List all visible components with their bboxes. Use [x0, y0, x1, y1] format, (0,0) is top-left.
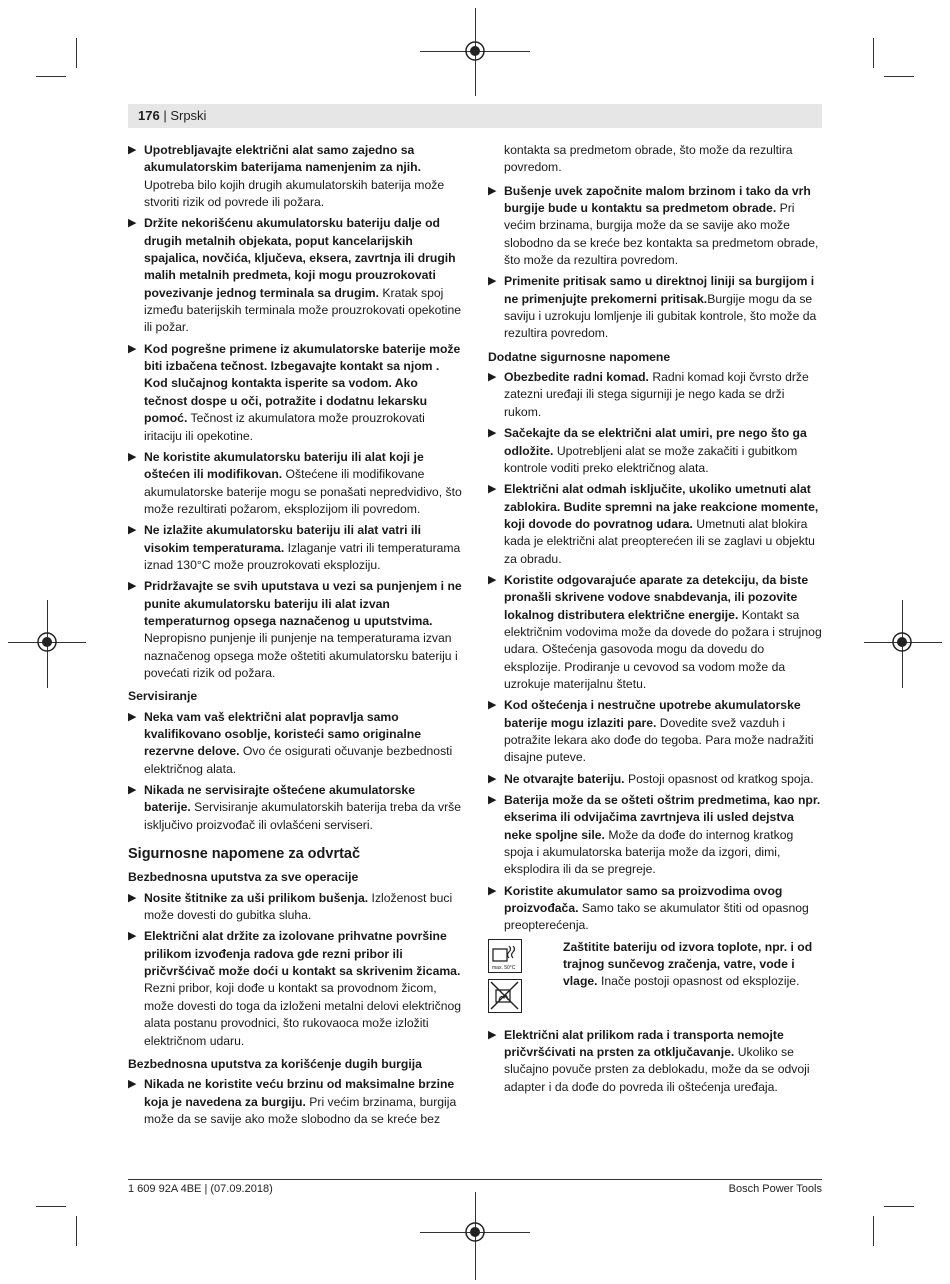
bullet-bold-text: Koristite odgovarajuće aparate za detekciju, da biste pronašli skrivene vodove snabdevanja, ili pozovite lokalnog distributera električne energije. — [504, 572, 809, 622]
bullet-arrow-icon: ▶ — [488, 275, 497, 288]
bullet-arrow-icon: ▶ — [128, 784, 137, 797]
bullet-text: Može da dođe do internog kratkog spoja i akumulatorska baterija može da izgori, dimi, eksplodira ili da se pregreje. — [504, 827, 794, 877]
bullet-bold-text: Baterija može da se ošteti oštrim predmetima, kao npr. ekserima ili odvijačima zavrtnjeva ili usled dejstva neke spoljne sile. — [504, 793, 821, 842]
bullet-text: Umetnuti alat blokira kada je električni alat preopterećen ili se zaglavi u objektu za obradu. — [504, 516, 815, 566]
section-subheading: Servisiranje — [128, 689, 198, 704]
footer-left: 1 609 92A 4BE | (07.09.2018) — [128, 1183, 273, 1195]
bullet-arrow-icon: ▶ — [488, 483, 497, 496]
bullet-item — [488, 1027, 824, 1096]
bullet-item — [128, 928, 464, 1049]
bullet-arrow-icon: ▶ — [128, 1078, 137, 1091]
bullet-text: Dovedite svež vazduh i potražite lekara ako dođe do tegoba. Para može nadražiti disajne puteve. — [504, 715, 814, 765]
bullet-arrow-icon: ▶ — [488, 699, 497, 712]
bullet-arrow-icon: ▶ — [128, 144, 137, 156]
battery-warning-text — [563, 939, 824, 991]
crop-mark — [873, 1216, 874, 1246]
bullet-arrow-icon: ▶ — [128, 524, 137, 537]
bullet-item — [128, 709, 464, 778]
bullet-arrow-icon: ▶ — [488, 573, 497, 586]
bullet-text: Nepropisno punjenje ili punjenje na temperaturama izvan naznačenog opsega može oštetiti akumulatorsku bateriju i povećati rizik od požara. — [144, 631, 458, 680]
bullet-text: Izloženost buci može dovesti do gubitka sluha. — [144, 890, 453, 923]
bullet-text: Burgije mogu da se saviju i uzrokuju lomljenje ili gubitak kontrole, što može da rezultira povredom. — [504, 291, 817, 341]
bullet-bold-text: Neka vam vaš električni alat popravlja samo kvalifikovano osoblje, koristeći samo originalne rezervne delove. — [144, 709, 422, 759]
bullet-item — [488, 883, 824, 935]
battery-heat-icon — [488, 939, 522, 973]
section-subheading: Bezbednosna uputstva za sve operacije — [128, 870, 359, 885]
bullet-bold-text: Kod oštećenja i nestručne upotrebe akumulatorske baterije mogu izlaziti pare. — [504, 698, 801, 730]
bullet-bold-text: Upotrebljavajte električni alat samo zajedno sa akumulatorskim baterijama namenjenim za njih. — [144, 143, 422, 175]
bullet-text: Oštećene ili modifikovane akumulatorske baterije mogu se ponašati nepredvidivo, što može rezultirati požarom, eksplozijom ili povredom. — [144, 467, 462, 516]
header-separator: | — [159, 108, 171, 123]
bullet-bold-text: Koristite akumulator samo sa proizvodima ovog proizvođača. — [504, 883, 783, 916]
crop-mark — [36, 1206, 66, 1207]
bullet-bold-text: Nikada ne koristite veću brzinu od maksimalne brzine koja je navedena za burgiju. — [144, 1077, 455, 1109]
bullet-arrow-icon: ▶ — [488, 371, 497, 384]
bullet-bold-text: Električni alat prilikom rada i transporta nemojte pričvršćivati na prsten za otključavanje. — [504, 1027, 784, 1060]
bullet-item — [128, 578, 464, 682]
bullet-item — [128, 890, 464, 925]
bullet-item — [488, 697, 824, 766]
header-language: Srpski — [170, 108, 207, 123]
bullet-bold-text: Obezbedite radni komad. — [504, 370, 649, 385]
section-subheading: Bezbednosna uputstva za korišćenje dugih burgija — [128, 1056, 422, 1071]
no-fire-water-icon — [488, 979, 522, 1013]
bullet-item — [128, 142, 464, 211]
bullet-item — [488, 425, 824, 477]
footer-right: Bosch Power Tools — [728, 1183, 822, 1195]
bullet-text: Tečnost iz akumulatora može prouzrokovati iritaciju ili opekotine. — [144, 411, 425, 443]
bullet-item — [128, 1076, 464, 1128]
bullet-bold-text: Ne izlažite akumulatorsku bateriju ili alat vatri ili visokim temperaturama. — [144, 523, 422, 555]
bullet-text: Servisiranje akumulatorskih baterija treba da vrše isključivo proizvođač ili ovlašćeni serviseri. — [144, 800, 462, 832]
bullet-arrow-icon: ▶ — [128, 710, 137, 723]
bullet-text: Kontakt sa električnim vodovima može da dovede do požara i strujnog udara. Oštećenja gasovoda mogu da dovedu do eksplozije. Prodiranje u cevovod sa vodom može da uzrokuje materijalnu štetu. — [504, 607, 822, 691]
registration-target-icon — [464, 40, 486, 62]
bullet-arrow-icon: ▶ — [128, 930, 137, 943]
bullet-item — [488, 572, 824, 693]
crop-mark — [884, 1206, 914, 1207]
crop-mark — [36, 76, 66, 77]
bullet-text: Pri većim brzinama, burgija može da se savije ako može slobodno da se kreće bez — [144, 1094, 457, 1126]
bullet-bold-text: Pridržavajte se svih uputstava u vezi sa punjenjem i ne punite akumulatorsku bateriju ili alat izvan temperaturnog opsega naznačenog u uputstvima. — [144, 579, 462, 628]
bullet-item — [128, 449, 464, 518]
registration-target-icon — [891, 631, 913, 653]
battery-warning-bold: Zaštitite bateriju od izvora toplote, npr. i od trajnog sunčevog zračenja, vatre, vode i vlage. — [563, 939, 813, 989]
bullet-arrow-icon: ▶ — [488, 427, 497, 440]
bullet-text: Samo tako se akumulator štiti od opasnog preopterećenja. — [504, 901, 809, 933]
section-subheading: Dodatne sigurnosne napomene — [488, 349, 671, 364]
bullet-bold-text: Nosite štitnike za uši prilikom bušenja. — [144, 890, 369, 905]
bullet-text: Pri većim brzinama, burgija može da se savije ako može slobodno da se kreće bez kontakta sa predmetom obrade, što može da rezultira povredom. — [504, 201, 819, 268]
bullet-arrow-icon: ▶ — [128, 450, 137, 463]
bullet-bold-text: Električni alat držite za izolovane prihvatne površine prilikom izvođenja radova gde rezni pribor ili pričvršćivač može doći u kontakt sa skrivenim žicama. — [144, 929, 461, 979]
battery-heat-warning — [488, 939, 824, 1023]
crop-mark — [76, 38, 77, 68]
bullet-bold-text: Ne koristite akumulatorsku bateriju ili alat koji je oštećen ili modifikovan. — [144, 449, 424, 482]
section-heading: Sigurnosne napomene za odvrtač — [128, 846, 361, 863]
crop-mark — [76, 1216, 77, 1246]
bullet-arrow-icon: ▶ — [128, 342, 137, 355]
bullet-bold-text: Bušenje uvek započnite malom brzinom i tako da vrh burgije bude u kontaktu sa predmetom obrade. — [504, 183, 811, 216]
bullet-arrow-icon: ▶ — [488, 794, 497, 807]
bullet-item — [128, 522, 464, 574]
registration-target-icon — [464, 1221, 486, 1243]
bullet-text: Postoji opasnost od kratkog spoja. — [624, 771, 814, 786]
continued-paragraph: kontakta sa predmetom obrade, što može da rezultira povredom. — [504, 143, 793, 175]
crop-mark — [873, 38, 874, 68]
bullet-item — [488, 481, 824, 568]
bullet-arrow-icon: ▶ — [128, 580, 137, 593]
right-column — [488, 142, 824, 1100]
bullet-item — [488, 792, 824, 879]
left-column — [128, 142, 464, 1132]
bullet-bold-text: Držite nekorišćenu akumulatorsku bateriju dalje od drugih metalnih objekata, poput kancelarijskih spajalica, novčića, ključeva, eksera, zavrtnja ili drugih malih metalnih predmeta, koji mogu prouzrokovati povezivanje jednog terminala sa drugim. — [144, 216, 456, 300]
bullet-bold-text: Električni alat odmah isključite, ukoliko umetnuti alat zablokira. Budite spremni na jake reakcione momente, koji dovode do povratnog udara. — [504, 482, 819, 531]
bullet-text: Kratak spoj između baterijskih terminala može prouzrokovati opekotine ili požar. — [144, 285, 462, 335]
registration-target-icon — [36, 631, 58, 653]
bullet-arrow-icon: ▶ — [488, 884, 497, 897]
max-temperature-label: max. 50°C — [492, 964, 516, 971]
bullet-item — [488, 183, 824, 270]
bullet-bold-text: Nikada ne servisirajte oštećene akumulatorske baterije. — [144, 783, 415, 815]
bullet-text: Upotreba bilo kojih drugih akumulatorskih baterija može stvoriti rizik od povrede ili požara. — [144, 177, 445, 210]
crop-mark — [884, 76, 914, 77]
bullet-item — [488, 273, 824, 342]
bullet-text: Izlaganje vatri ili temperaturama iznad 130°C može prouzrokovati eksploziju. — [144, 540, 461, 572]
page-number: 176 — [138, 108, 160, 123]
page-header — [128, 104, 822, 128]
bullet-text: Upotrebljeni alat se može zakačiti i gubitkom kontrole voditi preko električnog alata. — [504, 443, 798, 475]
bullet-arrow-icon: ▶ — [488, 184, 497, 197]
header-text — [138, 108, 206, 123]
bullet-item — [128, 341, 464, 445]
bullet-arrow-icon: ▶ — [488, 772, 497, 785]
battery-warning-rest: Inače postoji opasnost od eksplozije. — [597, 974, 800, 989]
bullet-text: Radni komad koji čvrsto drže zatezni uređaji ili stega sigurniji je nego kada se drži rukom. — [504, 370, 809, 419]
bullet-arrow-icon: ▶ — [128, 891, 137, 904]
bullet-item — [128, 215, 464, 336]
bullet-arrow-icon: ▶ — [488, 1028, 497, 1041]
bullet-item — [488, 771, 824, 788]
bullet-text: Ovo će osigurati očuvanje bezbednosti električnog alata. — [144, 744, 453, 776]
bullet-text: Rezni pribor, koji dođe u kontakt sa provodnom žicom, može dovesti do toga da izloženi metalni delovi električnog alata postanu provodnici, što rukovaoca može izložiti električnom udaru. — [144, 981, 462, 1048]
bullet-bold-text: Sačekajte da se električni alat umiri, pre nego što ga odložite. — [504, 426, 807, 458]
bullet-bold-text: Primenite pritisak samo u direktnoj liniji sa burgijom i ne primenjujte prekomerni pritisak. — [504, 274, 815, 306]
bullet-text: Ukoliko se slučajno povuče prsten za deblokadu, može da se odvoji adapter i da dođe do povreda ili oštećenja uređaja. — [504, 1045, 810, 1094]
bullet-item — [128, 782, 464, 834]
bullet-bold-text: Kod pogrešne primene iz akumulatorske baterije može biti izbačena tečnost. Izbegavajte kontakt sa njom . Kod slučajnog kontakta isperite sa vodom. Ako tečnost dospe u oči, potražite i dodatnu lekarsku pomoć. — [144, 341, 461, 426]
bullet-arrow-icon: ▶ — [128, 217, 137, 230]
bullet-item — [488, 369, 824, 421]
footer-rule — [128, 1179, 822, 1180]
bullet-bold-text: Ne otvarajte bateriju. — [504, 771, 625, 786]
